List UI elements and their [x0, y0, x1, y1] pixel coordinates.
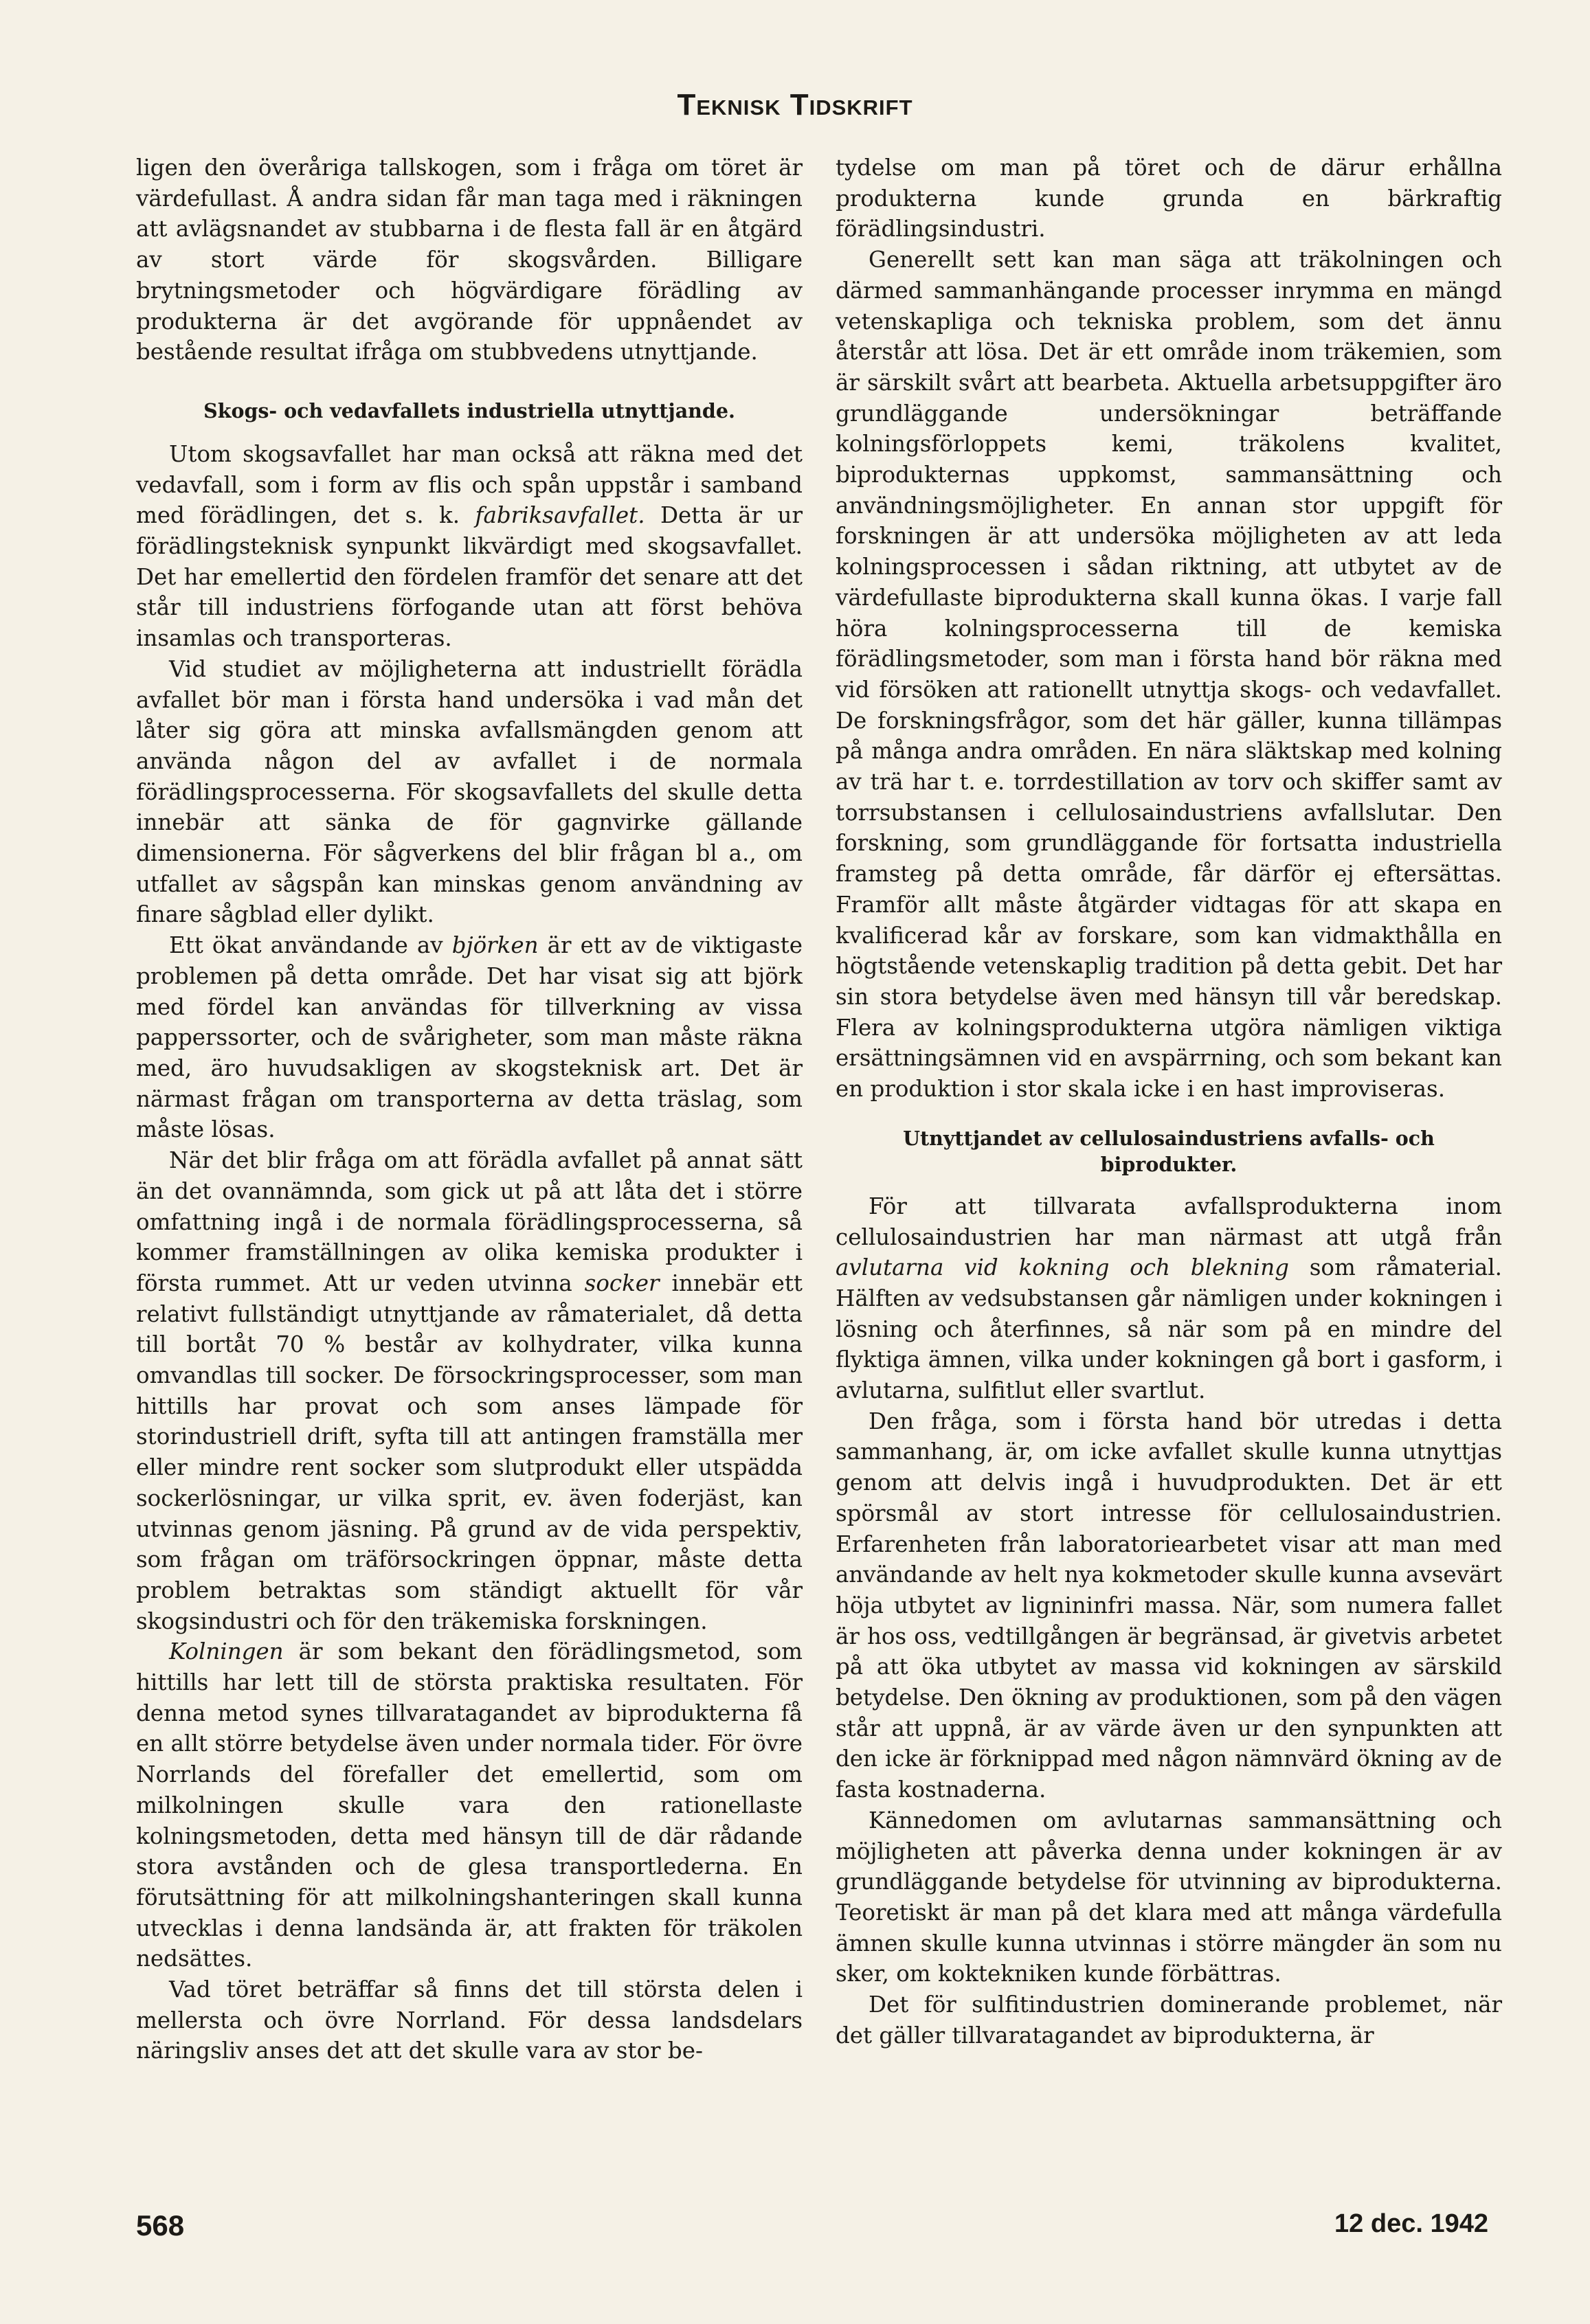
left-column: [136, 153, 803, 2066]
paragraph: ligen den överåriga tallskogen, som i fråga om töret är värdefullast. Å andra sidan får man taga med i räkningen att avlägsnandet av stubbarna i de flesta fall är en åtgärd av stort värde för skogsvården. Billigare brytningsmetoder och högvärdigare förädling av produkterna är det avgörande för uppnåendet av bestående resultat ifråga om stubbvedens utnyttjande.: [136, 155, 803, 365]
paragraph: Kolningen är som bekant den förädlingsmetod, som hittills har lett till de största praktiska resultaten. För denna metod synes tillvaratagandet av biprodukterna få en allt större betydelse även under normala tider. För övre Norrlands del förefaller det emellertid, som om milkolningen skulle vara den rationellaste kolningsmetoden, detta med hänsyn till de där rådande stora avstånden och de glesa transportlederna. En förutsättning för att milkolningshanteringen skall kunna utvecklas i denna landsända är, att frakten för träkolen nedsättes.: [136, 1638, 803, 1972]
issue-date: 12 dec. 1942: [1334, 2209, 1488, 2238]
paragraph: tydelse om man på töret och de därur erhållna produkterna kunde grunda en bärkraftig förädlingsindustri.: [836, 155, 1502, 242]
journal-title: Teknisk Tidskrift: [677, 88, 913, 122]
paragraph: Generellt sett kan man säga att träkolningen och därmed sammanhängande processer inrymma en mängd vetenskapliga och tekniska problem, som det ännu återstår att lösa. Det är ett område inom träkemien, som är särskilt svårt att bearbeta. Aktuella arbetsuppgifter äro grundläggande undersökningar beträffande kolningsförloppets kemi, träkolens kvalitet, biprodukternas uppkomst, sammansättning och användningsmöjligheter. En annan stor uppgift för forskningen är att undersöka möjligheten av att leda kolningsprocessen i sådan riktning, att utbytet av de värdefullaste biprodukterna skall kunna ökas. I varje fall höra kolningsprocesserna till de kemiska förädlingsmetoder, som man i första hand bör räkna med vid försöken att rationellt utnyttja skogs- och vedavfallet. De forskningsfrågor, som det här gäller, kunna tillämpas på många andra områden. En nära släktskap med kolning av trä har t. e. torrdestillation av torv och skiffer samt av torrsubstansen i cellulosaindustriens avfallslutar. Den forskning, som grundläggande för fortsatta industriella framsteg på detta område, får därför ej eftersättas. Framför allt måste åtgärder vidtagas för att skapa en kvalificerad kår av forskare, som kan vidmakthålla en högtstående vetenskaplig tradition på detta gebit. Det har sin stora betydelse även med hänsyn till vår beredskap. Flera av kolningsprodukterna utgöra nämligen viktiga ersättningsämnen vid en avspärrning, och som bekant kan en produktion i stor skala icke i en hast improviseras.: [836, 247, 1502, 1103]
paragraph: Det för sulfitindustrien dominerande problemet, när det gäller tillvaratagandet av biprodukterna, är: [836, 1992, 1502, 2049]
paragraph: Utom skogsavfallet har man också att räkna med det vedavfall, som i form av flis och spån uppstår i samband med förädlingen, det s. k. fabriksavfallet. Detta är ur förädlingsteknisk synpunkt likvärdigt med skogsavfallet. Det har emellertid den fördelen framför det senare att det står till industriens förfogande utan att först behöva insamlas och transporteras.: [136, 440, 803, 652]
paragraph: Vid studiet av möjligheterna att industriellt förädla avfallet bör man i första hand undersöka i vad mån det låter sig göra att minska avfallsmängden genom att använda någon del av avfallet i de normala förädlingsprocesserna. För skogsavfallets del skulle detta innebär att sänka de för gagnvirke gällande dimensionerna. För sågverkens del blir frågan bl a., om utfallet av sågspån kan minskas genom användning av finare sågblad eller dylikt.: [136, 655, 803, 928]
paragraph: För att tillvarata avfallsprodukterna inom cellulosaindustrien har man närmast att utgå från avlutarna vid kokning och blekning som råmaterial. Hälften av vedsubstansen går nämligen under kokningen i lösning och återfinnes, så när som på en mindre del flyktiga ämnen, vilka under kokningen gå bort i gasform, i avlutarna, sulfitlut eller svartlut.: [836, 1193, 1502, 1404]
paragraph: Den fråga, som i första hand bör utredas i detta sammanhang, är, om icke avfallet skulle kunna utnyttjas genom att delvis ingå i huvudprodukten. Det är ett spörsmål av stort intresse för cellulosaindustrien. Erfarenheten från laboratoriearbetet visar att man med användande av helt nya kokmetoder skulle kunna avsevärt höja utbytet av lignininfri massa. När, som numera fallet är hos oss, vedtillgången är begränsad, är givetvis arbetet på att öka utbytet av massa vid kokningen av särskild betydelse. Den ökning av produktionen, som på den vägen står att uppnå, är av värde även ur den synpunkten att den icke är förknippad med någon nämnvärd ökning av de fasta kostnaderna.: [836, 1408, 1502, 1803]
page-number: 568: [136, 2209, 185, 2242]
paragraph: När det blir fråga om att förädla avfallet på annat sätt än det ovannämnda, som gick ut på att låta det i större omfattning ingå i de normala förädlingsprocesserna, så kommer framställningen av olika kemiska produkter i första rummet. Att ur veden utvinna socker innebär ett relativt fullständigt utnyttjande av råmaterialet, då detta till bortåt 70 % består av kolhydrater, vilka kunna omvandlas till socker. De försockringsprocesser, som man hittills har provat och som anses lämpade för storindustriell drift, syfta till att antingen framställa mer eller mindre rent socker som slutprodukt eller utspädda sockerlösningar, ur vilka sprit, ev. även foderjäst, kan utvinnas genom jäsning. På grund av de vida perspektiv, som frågan om träförsockringen öppnar, måste detta problem betraktas som ständigt aktuellt för vår skogsindustri och för den träkemiska forskningen.: [136, 1147, 803, 1634]
paragraph: Kännedomen om avlutarnas sammansättning och möjligheten att påverka denna under kokningen är av grundläggande betydelse för utvinning av biprodukterna. Teoretiskt är man på det klara med att många värdefulla ämnen skulle kunna utvinnas i större mängder än som nu sker, om koktekniken kunde förbättras.: [836, 1807, 1502, 1987]
section-heading: Utnyttjandet av cellulosaindustriens avfalls- och biprodukter.: [903, 1126, 1435, 1176]
right-column: [836, 153, 1502, 2051]
paragraph: Vad töret beträffar så finns det till största delen i mellersta och övre Norrland. För dessa landsdelars näringsliv anses det att det skulle vara av stor be-: [136, 1976, 803, 2064]
section-heading: Skogs- och vedavfallets industriella utnyttjande.: [203, 398, 735, 422]
paragraph: Ett ökat användande av björken är ett av de viktigaste problemen på detta område. Det har visat sig att björk med fördel kan användas för tillverkning av vissa papperssorter, och de svårigheter, som man måste räkna med, äro huvudsakligen av skogsteknisk art. Det är närmast frågan om transporterna av detta träslag, som måste lösas.: [136, 932, 803, 1143]
